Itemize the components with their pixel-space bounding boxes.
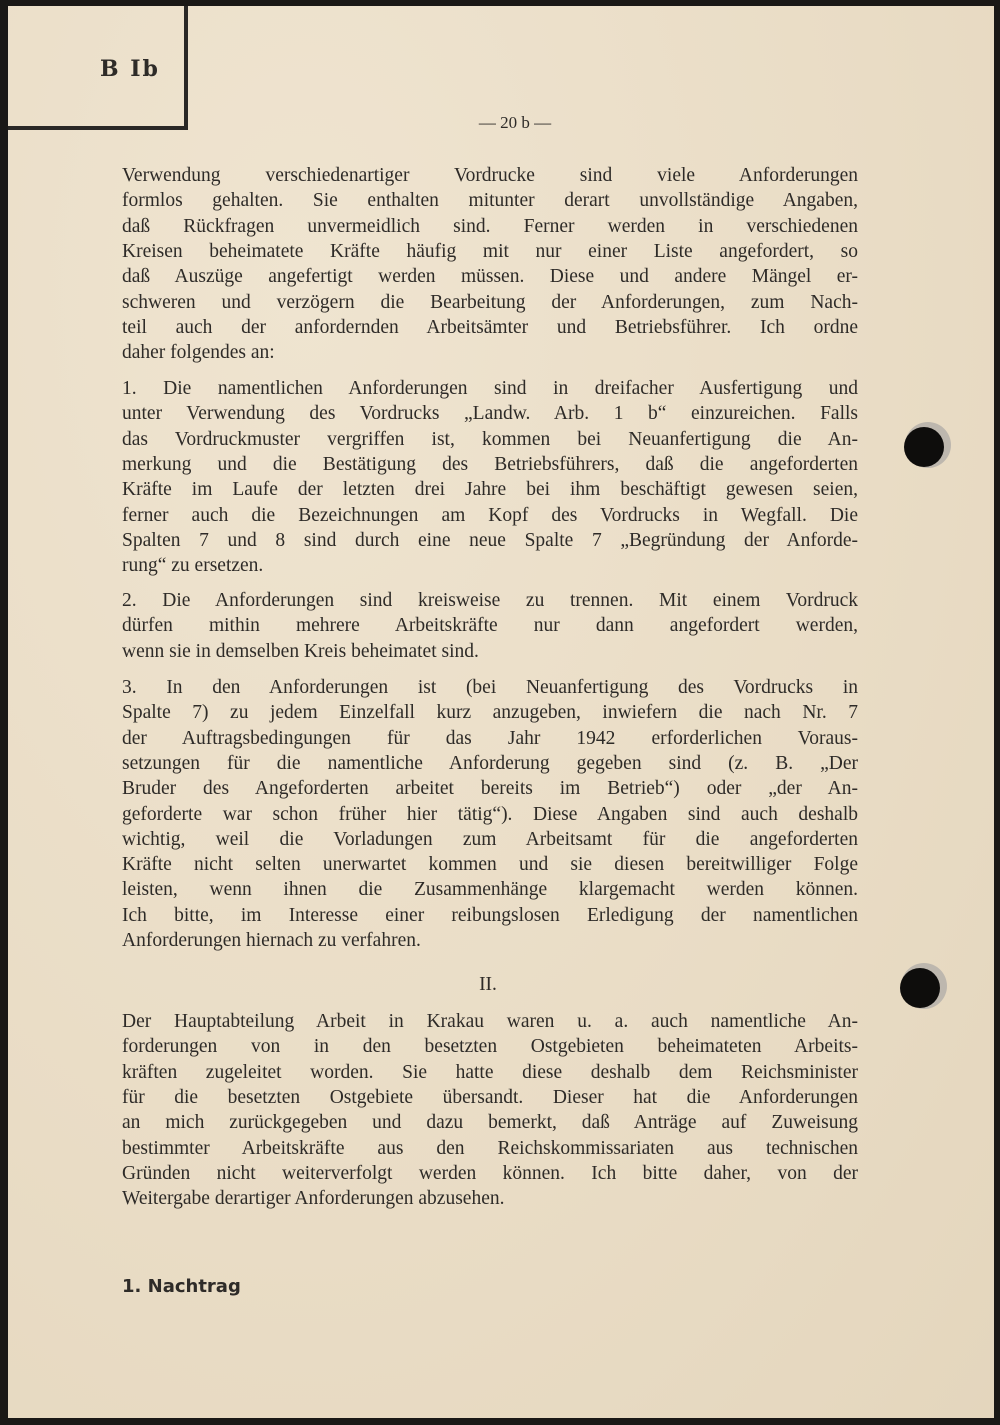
- paragraph-line: formlos gehalten. Sie enthalten mitunter derart unvollständige Angaben,: [122, 190, 858, 212]
- page-number: — 20 b —: [478, 113, 552, 132]
- paragraph-line: wichtig, weil die Vorladungen zum Arbeitsamt für die angeforderten: [122, 828, 858, 850]
- paragraph-line: wenn sie in demselben Kreis beheimatet sind.: [122, 640, 479, 662]
- paragraph-line: Anforderungen hiernach zu verfahren.: [122, 930, 421, 951]
- footer-label: 1. Nachtrag: [122, 1276, 241, 1297]
- paragraph-line: leisten, wenn ihnen die Zusammenhänge klargemacht werden können.: [122, 879, 858, 901]
- paragraph-line: 2. Die Anforderungen sind kreisweise zu trennen. Mit einem Vordruck: [122, 590, 858, 611]
- paragraph-line: setzungen für die namentliche Anforderung gegeben sind (z. B. „Der: [122, 752, 858, 774]
- paragraph-line: der Auftragsbedingungen für das Jahr 1942 erforderlichen Voraus-: [122, 727, 858, 749]
- paragraph-line: Kreisen beheimatete Kräfte häufig mit nur einer Liste angefordert, so: [122, 240, 858, 262]
- section-paragraph-line: Der Hauptabteilung Arbeit in Krakau waren u. a. auch namentliche An-: [122, 1011, 858, 1032]
- paragraph-line: rung“ zu ersetzen.: [122, 555, 264, 577]
- paragraph-line: merkung und die Bestätigung des Betriebsführers, daß die angeforderten: [122, 453, 858, 475]
- paragraph-line: dürfen mithin mehrere Arbeitskräfte nur dann angefordert werden,: [122, 615, 858, 637]
- section-paragraph-line: Weitergabe derartiger Anforderungen abzusehen.: [122, 1188, 505, 1210]
- paragraph-line: schweren und verzögern die Bearbeitung der Anforderungen, zum Nach-: [122, 291, 858, 313]
- paragraph-line: unter Verwendung des Vordrucks „Landw. Arb. 1 b“ einzureichen. Falls: [122, 403, 858, 425]
- section-paragraph-line: forderungen von in den besetzten Ostgebieten beheimateten Arbeits-: [122, 1036, 858, 1058]
- paragraph-line: Spalte 7) zu jedem Einzelfall kurz anzugeben, inwiefern die nach Nr. 7: [122, 702, 858, 724]
- section-heading: II.: [479, 974, 497, 995]
- section-paragraph-line: für die besetzten Ostgebiete übersandt. Dieser hat die Anforderungen: [122, 1086, 858, 1108]
- section-code: B Ib: [100, 56, 160, 82]
- paragraph-line: Verwendung verschiedenartiger Vordrucke sind viele Anforderungen: [122, 165, 858, 186]
- punch-hole: [904, 427, 944, 467]
- paragraph-line: daher folgendes an:: [122, 342, 275, 364]
- paragraph-line: ferner auch die Bezeichnungen am Kopf des Vordrucks in Wegfall. Die: [122, 504, 858, 526]
- paragraph-line: Ich bitte, im Interesse einer reibungslosen Erledigung der namentlichen: [122, 904, 858, 926]
- section-code-box: [8, 6, 188, 130]
- section-paragraph-line: kräften zugeleitet worden. Sie hatte diese deshalb dem Reichsminister: [122, 1061, 858, 1083]
- section-paragraph-line: Gründen nicht weiterverfolgt werden können. Ich bitte daher, von der: [122, 1162, 858, 1184]
- paragraph-line: 3. In den Anforderungen ist (bei Neuanfertigung des Vordrucks in: [122, 677, 858, 698]
- paragraph-line: daß Auszüge angefertigt werden müssen. Diese und andere Mängel er-: [122, 266, 858, 288]
- paragraph-line: Bruder des Angeforderten arbeitet bereits im Betrieb“) oder „der An-: [122, 778, 858, 800]
- section-paragraph-line: an mich zurückgegeben und dazu bemerkt, daß Anträge auf Zuweisung: [122, 1112, 858, 1134]
- paragraph-line: geforderte war schon früher hier tätig“). Diese Angaben sind auch deshalb: [122, 803, 858, 825]
- section-paragraph-line: bestimmter Arbeitskräfte aus den Reichskommissariaten aus technischen: [122, 1137, 858, 1159]
- paragraph-line: Spalten 7 und 8 sind durch eine neue Spalte 7 „Begründung der Anforde-: [122, 529, 858, 551]
- punch-hole: [900, 968, 940, 1008]
- paragraph-line: teil auch der anfordernden Arbeitsämter und Betriebsführer. Ich ordne: [122, 316, 858, 338]
- paragraph-line: das Vordruckmuster vergriffen ist, kommen bei Neuanfertigung die An-: [122, 428, 858, 450]
- paragraph-line: 1. Die namentlichen Anforderungen sind in dreifacher Ausfertigung und: [122, 378, 858, 399]
- paragraph-line: daß Rückfragen unvermeidlich sind. Ferner werden in verschiedenen: [122, 215, 858, 237]
- paragraph-line: Kräfte nicht selten unerwartet kommen und sie diesen bereitwilliger Folge: [122, 854, 858, 876]
- paragraph-line: Kräfte im Laufe der letzten drei Jahre bei ihm beschäftigt gewesen seien,: [122, 479, 858, 501]
